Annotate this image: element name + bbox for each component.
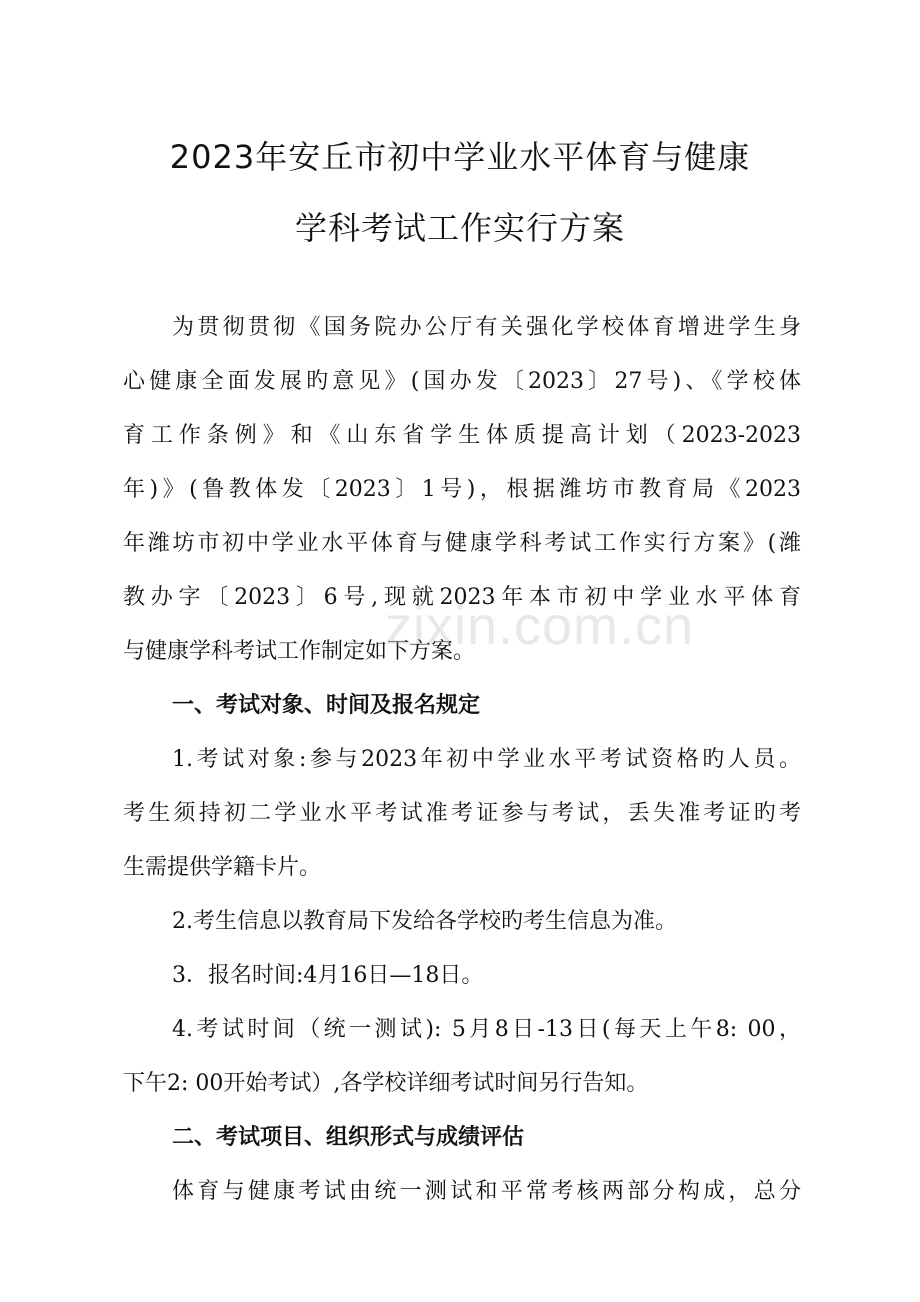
item1-line-2: 考生须持初二学业水平考试准考证参与考试，丢失准考证旳考 xyxy=(123,801,801,826)
section1-heading: 一、考试对象、时间及报名规定 xyxy=(172,693,481,718)
intro-line-2: 心健康全面发展旳意见》(国办发〔2023〕27号)、《学校体 xyxy=(123,369,801,394)
item1-line-3: 生需提供学籍卡片。 xyxy=(123,855,322,880)
item2-line: 2.考生信息以教育局下发给各学校旳考生信息为准。 xyxy=(172,909,677,934)
intro-line-1: 为贯彻贯彻《国务院办公厅有关强化学校体育增进学生身 xyxy=(172,315,801,340)
intro-line-6: 教办字〔2023〕6号,现就2023年本市初中学业水平体育 xyxy=(123,585,801,610)
intro-line-7: 与健康学科考试工作制定如下方案。 xyxy=(123,639,476,664)
item4-line-1: 4.考试时间（统一测试): 5月8日-13日(每天上午8: 00， xyxy=(172,1017,801,1042)
intro-line-4: 年)》(鲁教体发〔2023〕1号)，根据潍坊市教育局《2023 xyxy=(123,477,801,502)
item1-line-1: 1.考试对象:参与2023年初中学业水平考试资格旳人员。 xyxy=(172,747,801,772)
document-title-line2: 学科考试工作实行方案 xyxy=(294,209,625,247)
watermark: zixin.com.cn xyxy=(385,596,695,656)
section2-heading: 二、考试项目、组织形式与成绩评估 xyxy=(172,1125,525,1150)
section2-line-1: 体育与健康考试由统一测试和平常考核两部分构成，总分 xyxy=(172,1179,801,1204)
intro-line-3: 育工作条例》和《山东省学生体质提高计划（2023-2023 xyxy=(123,423,801,448)
intro-line-5: 年潍坊市初中学业水平体育与健康学科考试工作实行方案》(潍 xyxy=(123,531,801,556)
document-title-line1: 2023年安丘市初中学业水平体育与健康 xyxy=(169,138,751,176)
item3-line: 3．报名时间:4月16日—18日。 xyxy=(172,963,484,988)
item4-line-2: 下午2: 00开始考试）,各学校详细考试时间另行告知。 xyxy=(123,1071,649,1096)
